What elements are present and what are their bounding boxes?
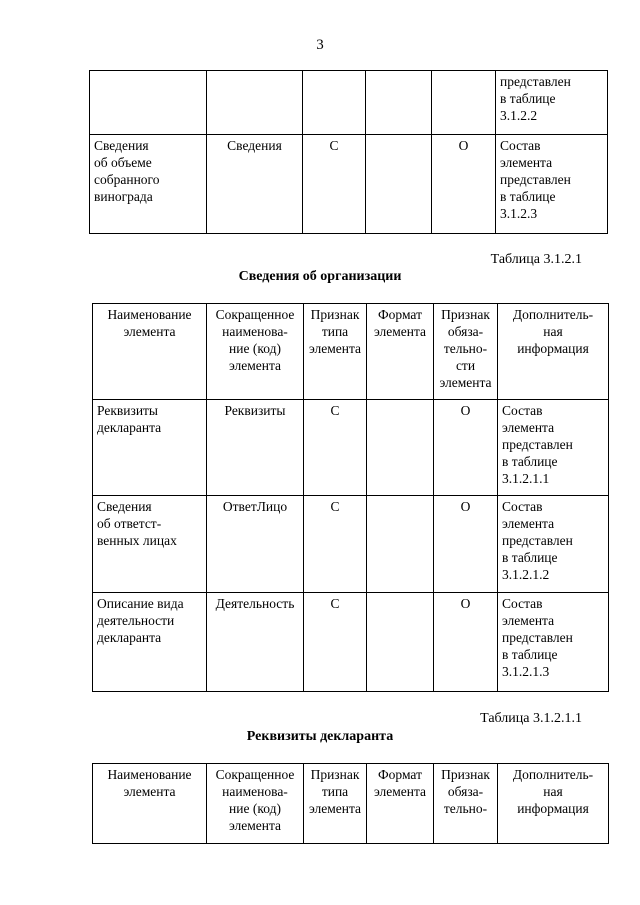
table-organization [92,303,609,692]
cell-type: С [304,400,367,496]
cell-format [367,496,434,593]
cell-type [303,71,366,135]
header-cell: Дополнитель- ная информация [498,304,609,400]
cell-format [366,135,432,234]
header-cell: Дополнитель- ная информация [498,764,609,844]
cell-info: представлен в таблице 3.1.2.2 [496,71,608,135]
cell-format [366,71,432,135]
table-header-row [93,304,609,400]
header-cell: Признак типа элемента [304,304,367,400]
cell-code: Деятельность [207,593,304,692]
table-title: Сведения об организации [238,269,402,284]
cell-info: Состав элемента представлен в таблице 3.1.2.1.1 [498,400,609,496]
cell-type: С [303,135,366,234]
cell-info: Состав элемента представлен в таблице 3.1.2.3 [496,135,608,234]
header-cell: Наименование элемента [93,304,207,400]
cell-name [90,71,207,135]
cell-required: О [434,593,498,692]
cell-format [367,400,434,496]
table-row [90,135,608,234]
table-row [93,400,609,496]
cell-code [207,71,303,135]
table-title: Реквизиты декларанта [246,729,394,744]
table-label: Таблица 3.1.2.1 [490,252,582,267]
header-cell: Сокращенное наименова- ние (код) элемента [207,304,304,400]
cell-name: Описание вида деятельности декларанта [93,593,207,692]
table-header-row [93,764,609,844]
header-cell: Признак обяза- тельно- сти элемента [434,304,498,400]
cell-code: Сведения [207,135,303,234]
cell-code: ОтветЛицо [207,496,304,593]
cell-required [432,71,496,135]
cell-type: С [304,496,367,593]
table-row [93,593,609,692]
table-label: Таблица 3.1.2.1.1 [480,711,582,726]
cell-required: О [432,135,496,234]
cell-format [367,593,434,692]
table-continued [89,70,608,234]
cell-info: Состав элемента представлен в таблице 3.1.2.1.2 [498,496,609,593]
cell-required: О [434,496,498,593]
cell-name: Сведения об объеме собранного винограда [90,135,207,234]
table-row [93,496,609,593]
page-number: 3 [316,37,324,53]
cell-name: Сведения об ответст- венных лицах [93,496,207,593]
cell-name: Реквизиты декларанта [93,400,207,496]
header-cell: Формат элемента [367,764,434,844]
header-cell: Признак обяза- тельно- [434,764,498,844]
header-cell: Наименование элемента [93,764,207,844]
header-cell: Формат элемента [367,304,434,400]
cell-type: С [304,593,367,692]
cell-info: Состав элемента представлен в таблице 3.1.2.1.3 [498,593,609,692]
table-row [90,71,608,135]
header-cell: Признак типа элемента [304,764,367,844]
cell-required: О [434,400,498,496]
table-declarant [92,763,609,844]
header-cell: Сокращенное наименова- ние (код) элемента [207,764,304,844]
cell-code: Реквизиты [207,400,304,496]
